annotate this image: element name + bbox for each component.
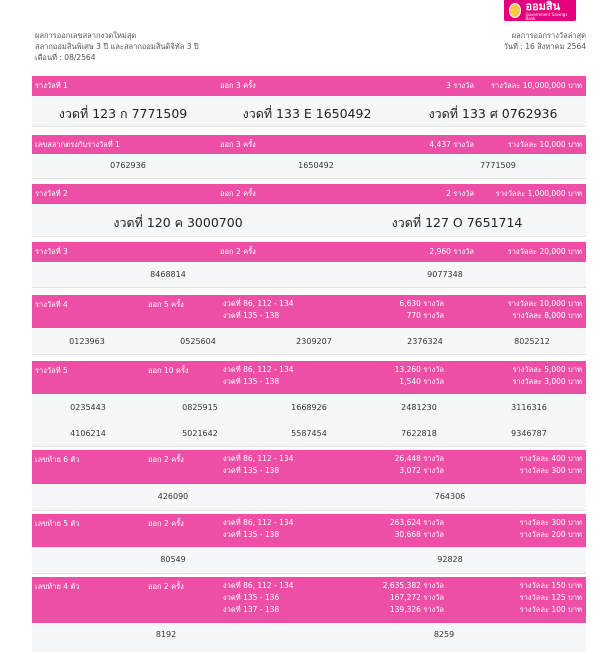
numbers-row xyxy=(32,484,586,511)
number-item: 2376324 xyxy=(407,337,443,346)
header-title: ผลการออกเลขสลากงวดใหม่สุด xyxy=(35,31,137,40)
draw-range: งวดที่ 86, 112 - 134 xyxy=(223,365,294,374)
number-item: 7771509 xyxy=(480,161,516,170)
section-header xyxy=(32,295,586,328)
prize-count: 1,540 รางวัล xyxy=(399,377,444,386)
prize-amount: รางวัลละ 10,000 บาท xyxy=(507,299,582,308)
prize-count: 2 รางวัล xyxy=(446,189,474,198)
winning-number: งวดที่ 127 O 7651714 xyxy=(391,215,523,230)
draw-times: ออก 5 ครั้ง xyxy=(148,300,184,309)
header-month: เดือนที่ : 08/2564 xyxy=(35,53,96,62)
prize-amount: รางวัลละ 100 บาท xyxy=(519,605,582,614)
logo-brand-text: ออมสิน xyxy=(525,0,561,13)
number-item: 1668926 xyxy=(291,403,327,412)
prize-count: 2,635,382 รางวัล xyxy=(382,581,444,590)
section-title: เลขท้าย 6 ตัว xyxy=(35,455,80,464)
winning-number: งวดที่ 120 ค 3000700 xyxy=(113,215,243,230)
section-title: เลขท้าย 4 ตัว xyxy=(35,582,80,591)
numbers-row xyxy=(32,547,586,574)
draw-times: ออก 3 ครั้ง xyxy=(220,140,256,149)
prize-amount: รางวัลละ 10,000 บาท xyxy=(507,140,582,149)
number-item: 9077348 xyxy=(427,270,463,279)
draw-range: งวดที่ 135 - 138 xyxy=(223,530,280,539)
number-item: 0762936 xyxy=(110,161,146,170)
prize-count: 2,960 รางวัล xyxy=(429,247,474,256)
prize-amount: รางวัลละ 1,000,000 บาท xyxy=(495,189,582,198)
section-title: รางวัลที่ 1 xyxy=(35,81,68,90)
section-header xyxy=(32,135,586,154)
header-subtitle: สลากออมสินพิเศษ 3 ปี และสลากออมสินดิจิทัล 3 ปี xyxy=(35,42,199,51)
prize-count: 6,630 รางวัล xyxy=(399,299,444,308)
prize-1-match-section xyxy=(32,135,586,179)
number-item: 8025212 xyxy=(514,337,550,346)
numbers-row xyxy=(32,154,586,179)
prize-amount: รางวัลละ 10,000,000 บาท xyxy=(491,81,582,90)
number-item: 0235443 xyxy=(70,403,106,412)
number-item: 764306 xyxy=(434,492,466,501)
prize-2-section xyxy=(32,184,586,237)
section-title: รางวัลที่ 3 xyxy=(35,247,68,256)
numbers-row xyxy=(32,623,586,652)
draw-times: ออก 2 ครั้ง xyxy=(148,519,184,528)
draw-range: งวดที่ 135 - 138 xyxy=(223,377,280,386)
draw-range: งวดที่ 135 - 138 xyxy=(223,311,280,320)
prize-amount: รางวัลละ 8,000 บาท xyxy=(512,311,582,320)
prize-count: 13,260 รางวัล xyxy=(394,365,444,374)
section-title: รางวัลที่ 2 xyxy=(35,189,68,198)
number-item: 426090 xyxy=(157,492,189,501)
draw-times: ออก 3 ครั้ง xyxy=(220,81,256,90)
number-item: 8468814 xyxy=(150,270,186,279)
draw-range: งวดที่ 86, 112 - 134 xyxy=(223,454,294,463)
number-item: 1650492 xyxy=(298,161,334,170)
number-item: 2309207 xyxy=(296,337,332,346)
logo-sub-text: Government Savings Bank xyxy=(525,11,568,21)
prize-count: 3,072 รางวัล xyxy=(399,466,444,475)
header-latest-title: ผลการออกรางวัลล่าสุด xyxy=(511,31,586,40)
prize-count: 167,272 รางวัล xyxy=(389,593,444,602)
number-item: 5021642 xyxy=(182,429,218,438)
draw-range: งวดที่ 86, 112 - 134 xyxy=(223,518,294,527)
last-6-digits-section xyxy=(32,450,586,511)
numbers-row xyxy=(32,328,586,355)
header-left xyxy=(35,30,199,63)
prize-5-section xyxy=(32,361,586,447)
section-header xyxy=(32,361,586,394)
prize-count: 30,668 รางวัล xyxy=(394,530,444,539)
number-item: 80549 xyxy=(160,555,186,564)
winning-number: งวดที่ 123 ก 7771509 xyxy=(58,106,188,121)
winners-row xyxy=(32,204,586,237)
gsb-emblem-icon xyxy=(509,3,521,18)
prize-count: 26,448 รางวัล xyxy=(394,454,444,463)
section-header xyxy=(32,242,586,262)
prize-amount: รางวัลละ 300 บาท xyxy=(519,518,582,527)
last-4-digits-section xyxy=(32,577,586,652)
winning-number: งวดที่ 133 E 1650492 xyxy=(242,106,372,121)
header-right xyxy=(504,30,586,52)
section-header xyxy=(32,184,586,204)
prize-count: 263,624 รางวัล xyxy=(389,518,444,527)
prize-amount: รางวัลละ 150 บาท xyxy=(519,581,582,590)
section-title: รางวัลที่ 4 xyxy=(35,300,68,309)
prize-count: 3 รางวัล xyxy=(446,81,474,90)
number-item: 0525604 xyxy=(180,337,216,346)
header-date: วันที่ : 16 สิงหาคม 2564 xyxy=(503,42,586,51)
draw-range: งวดที่ 86, 112 - 134 xyxy=(223,299,294,308)
gsb-logo xyxy=(504,0,576,21)
number-item: 9346787 xyxy=(511,429,547,438)
draw-range: งวดที่ 137 - 138 xyxy=(223,605,280,614)
section-header xyxy=(32,450,586,484)
number-item: 92828 xyxy=(437,555,463,564)
section-title: เลขท้าย 5 ตัว xyxy=(35,519,80,528)
numbers-row xyxy=(32,262,586,288)
section-header xyxy=(32,514,586,547)
prize-amount: รางวัลละ 125 บาท xyxy=(519,593,582,602)
prize-count: 770 รางวัล xyxy=(406,311,444,320)
prize-1-section xyxy=(32,76,586,127)
draw-times: ออก 2 ครั้ง xyxy=(148,455,184,464)
number-item: 4106214 xyxy=(70,429,106,438)
draw-range: งวดที่ 135 - 136 xyxy=(223,593,280,602)
draw-times: ออก 10 ครั้ง xyxy=(148,366,189,375)
section-header xyxy=(32,577,586,623)
draw-times: ออก 2 ครั้ง xyxy=(220,189,256,198)
last-5-digits-section xyxy=(32,514,586,574)
number-item: 5587454 xyxy=(291,429,327,438)
prize-amount: รางวัลละ 200 บาท xyxy=(519,530,582,539)
prize-amount: รางวัลละ 300 บาท xyxy=(519,466,582,475)
section-title: รางวัลที่ 5 xyxy=(35,366,68,375)
number-item: 8259 xyxy=(433,630,455,639)
section-title: เลขสลากตรงกับรางวัลที่ 1 xyxy=(35,140,120,149)
section-header xyxy=(32,76,586,96)
prize-3-section xyxy=(32,242,586,288)
number-item: 0825915 xyxy=(182,403,218,412)
prize-amount: รางวัลละ 400 บาท xyxy=(519,454,582,463)
draw-times: ออก 2 ครั้ง xyxy=(148,582,184,591)
number-item: 7622818 xyxy=(401,429,437,438)
prize-amount: รางวัลละ 5,000 บาท xyxy=(512,365,582,374)
draw-range: งวดที่ 135 - 138 xyxy=(223,466,280,475)
prize-amount: รางวัลละ 3,000 บาท xyxy=(512,377,582,386)
number-item: 3116316 xyxy=(511,403,547,412)
prize-count: 4,437 รางวัล xyxy=(429,140,474,149)
number-item: 8192 xyxy=(155,630,177,639)
number-item: 2481230 xyxy=(401,403,437,412)
prize-count: 139,326 รางวัล xyxy=(389,605,444,614)
prize-amount: รางวัลละ 20,000 บาท xyxy=(507,247,582,256)
number-item: 0123963 xyxy=(69,337,105,346)
winners-row xyxy=(32,96,586,127)
draw-range: งวดที่ 86, 112 - 134 xyxy=(223,581,294,590)
prize-4-section xyxy=(32,295,586,355)
numbers-rows xyxy=(32,394,586,447)
winning-number: งวดที่ 133 ศ 0762936 xyxy=(428,106,558,121)
draw-times: ออก 2 ครั้ง xyxy=(220,247,256,256)
